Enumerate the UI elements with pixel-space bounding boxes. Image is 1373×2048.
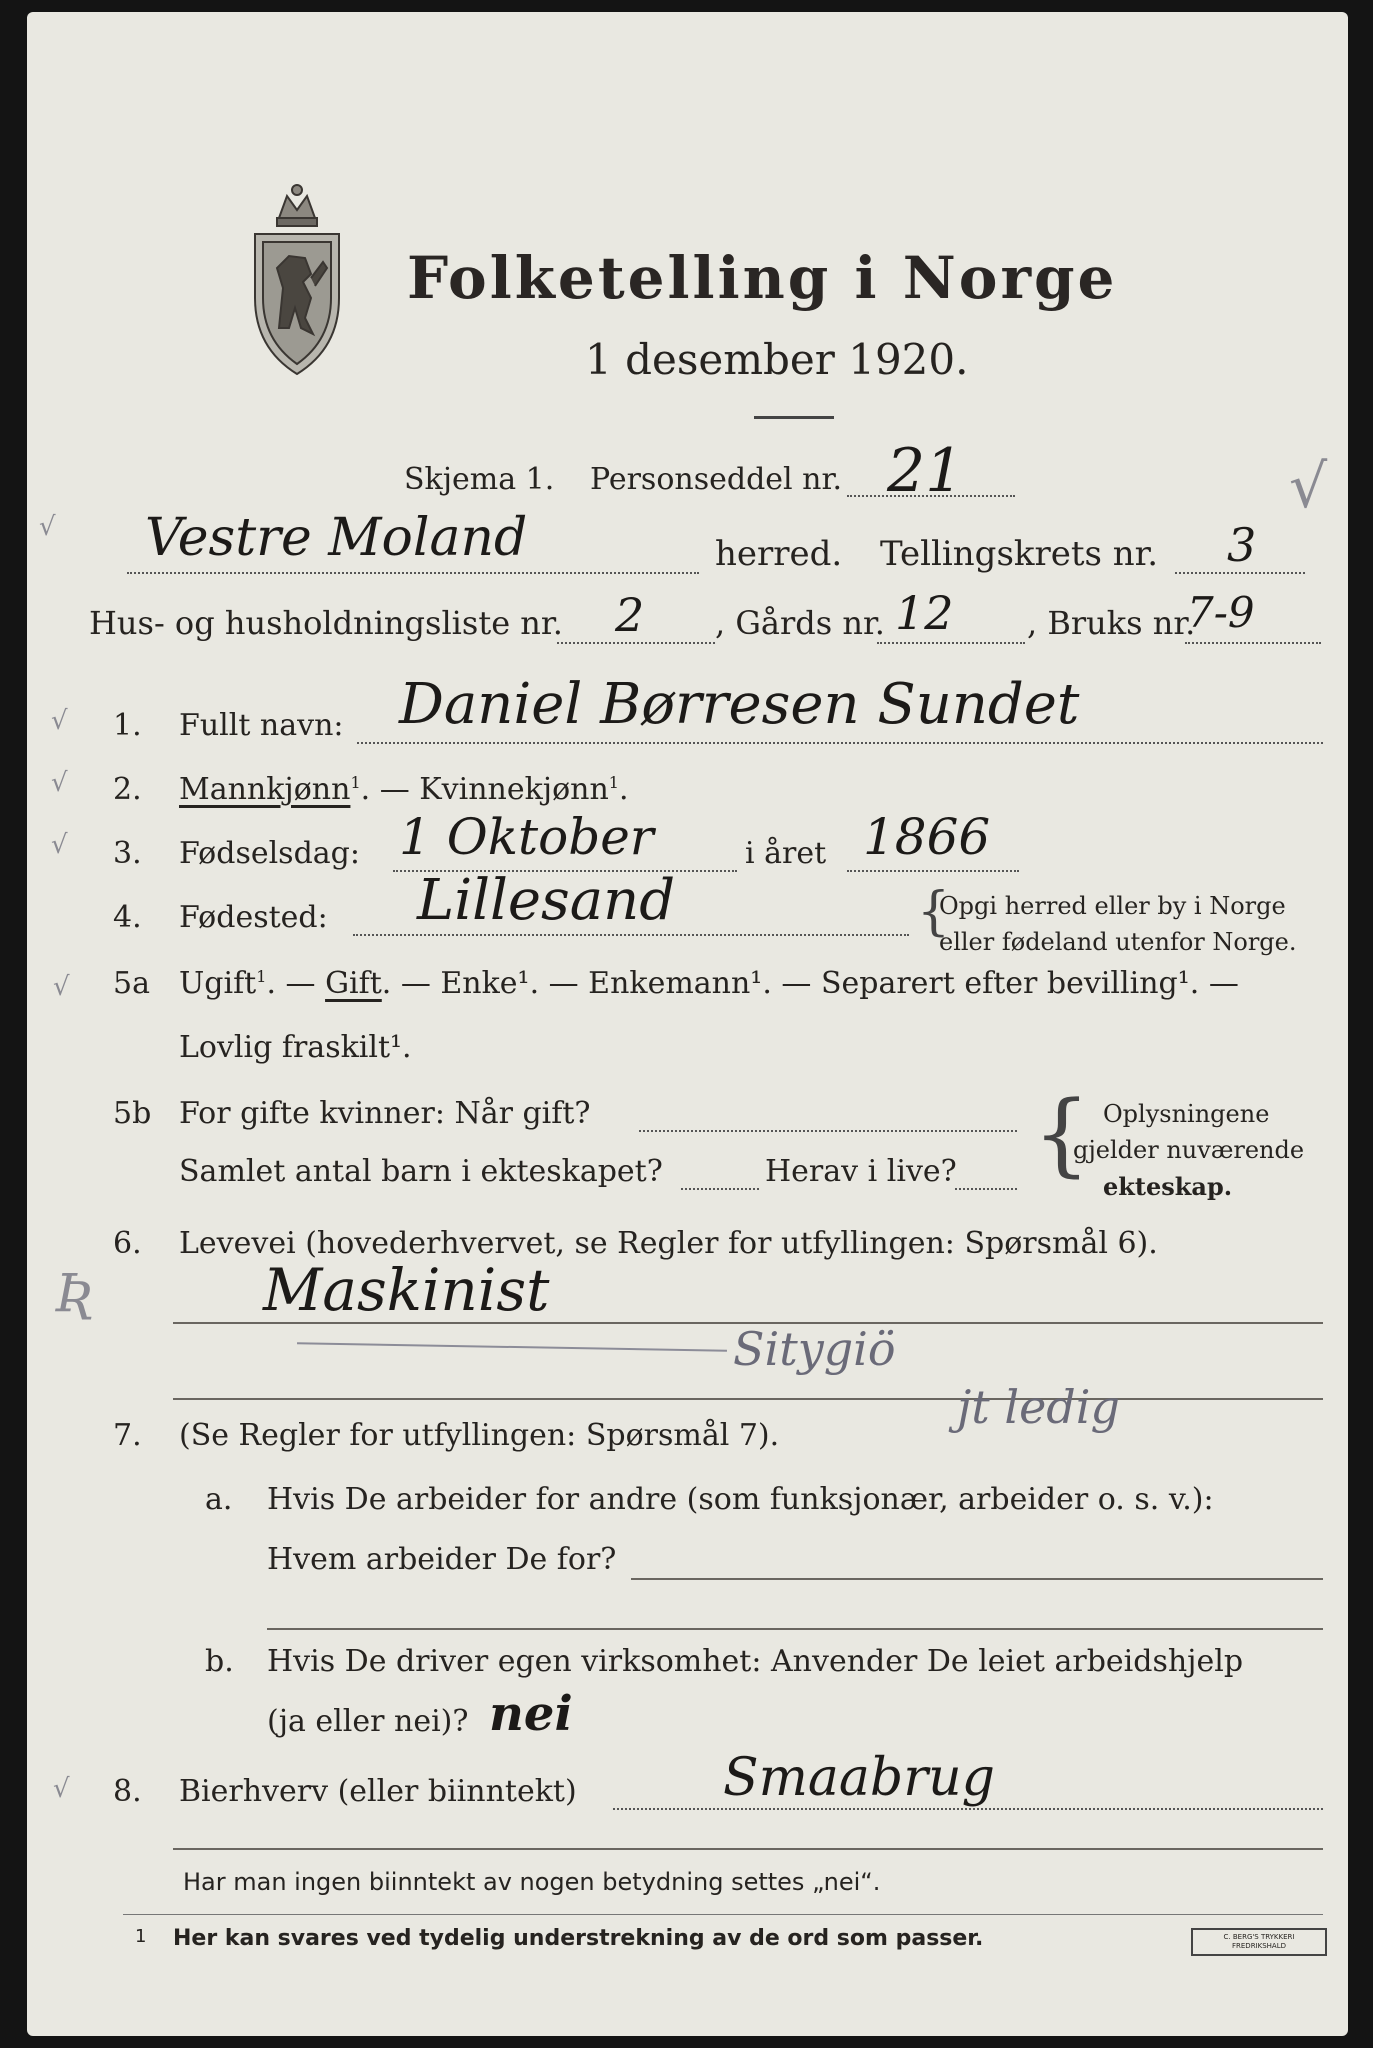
q7a-field-line-1: [631, 1578, 1323, 1580]
bruks-field-line: [1185, 642, 1321, 644]
pencil-mark-icon: Ʀ: [55, 1264, 95, 1324]
q5a-sep: . —: [266, 966, 316, 1001]
q6-strike-line: [297, 1342, 727, 1352]
q7b-label2: (ja eller nei)?: [267, 1704, 469, 1739]
q5a-ugift-label: Ugift: [179, 966, 257, 1001]
check-mark-icon: √: [51, 706, 68, 736]
skjema-label: Skjema 1.: [404, 462, 555, 497]
q5b-label2: Samlet antal barn i ekteskapet?: [179, 1154, 663, 1189]
footnote-text: Her kan svares ved tydelig understrekning av de ord som passer.: [173, 1926, 984, 1951]
q5a-rest-label: . — Enke¹. — Enkemann¹. — Separert efter bevilling¹. —: [381, 966, 1239, 1001]
hus-label: Hus- og husholdningsliste nr.: [89, 604, 563, 642]
check-mark-icon: √: [1289, 452, 1328, 522]
q5b-field-line-1: [639, 1130, 1017, 1132]
q3-label: Fødselsdag:: [179, 836, 360, 871]
gards-value: 12: [895, 586, 954, 640]
census-form: [27, 12, 1348, 2036]
q3-number: 3.: [113, 836, 142, 871]
footnote-divider: [123, 1914, 1323, 1915]
q2-male-label: Mannkjønn: [179, 772, 351, 807]
tellingskrets-value: 3: [1227, 518, 1257, 572]
q6-pencil-note-2: jt ledig: [957, 1380, 1120, 1434]
q5b-field-line-3: [955, 1188, 1017, 1190]
q8-number: 8.: [113, 1774, 142, 1809]
q7-label: (Se Regler for utfyllingen: Spørsmål 7).: [179, 1418, 780, 1453]
q7a-label: Hvis De arbeider for andre (som funksjonær, arbeider o. s. v.):: [267, 1482, 1214, 1517]
q6-field-line-2: [173, 1398, 1323, 1400]
q7a-label2: Hvem arbeider De for?: [267, 1542, 617, 1577]
q8-value: Smaabrug: [723, 1748, 995, 1808]
q5b-label: For gifte kvinner: Når gift?: [179, 1096, 591, 1131]
check-mark-icon: √: [51, 768, 68, 798]
q3-year-value: 1866: [863, 808, 991, 866]
gards-label: , Gårds nr.: [715, 604, 885, 642]
q5b-note-brace: {: [1033, 1082, 1091, 1187]
check-mark-icon: √: [53, 972, 70, 1002]
check-mark-icon: √: [53, 1774, 70, 1804]
q4-note-brace: {: [917, 882, 951, 942]
q7-number: 7.: [113, 1418, 142, 1453]
herred-label: herred.: [715, 534, 843, 574]
q2-male: Mannkjønn$^1$. — Kvinnekjønn$^1$.: [179, 772, 629, 807]
form-title: Folketelling i Norge: [407, 244, 1118, 312]
herred-field-line: [127, 572, 699, 574]
q7a-letter: a.: [205, 1482, 233, 1517]
q6-value: Maskinist: [263, 1256, 550, 1324]
check-mark-icon: √: [51, 830, 68, 860]
q5b-label3: Herav i live?: [765, 1154, 957, 1189]
title-divider: [754, 416, 834, 419]
q8-field-line: [613, 1808, 1323, 1810]
q7b-letter: b.: [205, 1644, 234, 1679]
q6-number: 6.: [113, 1226, 142, 1261]
q5b-note-line2: gjelder nuværende: [1073, 1136, 1305, 1164]
q5a-gift-label: Gift: [325, 966, 382, 1001]
q4-note-line1: Opgi herred eller by i Norge: [939, 892, 1286, 920]
q4-value: Lillesand: [417, 868, 676, 933]
q5a-number: 5a: [113, 966, 150, 1001]
note-text: Har man ingen biinntekt av nogen betydning settes „nei“.: [183, 1868, 881, 1896]
q2-end: .: [618, 772, 629, 807]
q6-label: Levevei (hovederhvervet, se Regler for utfyllingen: Spørsmål 6).: [179, 1226, 1158, 1261]
q4-note-line2: eller fødeland utenfor Norge.: [939, 928, 1297, 956]
q4-label: Fødested:: [179, 900, 328, 935]
q5b-note-line3: ekteskap.: [1103, 1172, 1233, 1201]
bruks-value: 7-9: [1187, 588, 1255, 637]
norwegian-coat-of-arms-icon: [249, 178, 345, 378]
herred-value: Vestre Moland: [145, 508, 528, 568]
tellingskrets-field-line: [1175, 572, 1305, 574]
tellingskrets-label: Tellingskrets nr.: [880, 534, 1159, 574]
check-mark-icon: √: [39, 512, 56, 542]
q6-pencil-note-1: Sitygiö: [733, 1322, 896, 1376]
q8-bottom-line: [173, 1848, 1323, 1850]
q3-value: 1 Oktober: [399, 808, 654, 866]
q5b-note-line1: Oplysningene: [1103, 1100, 1270, 1128]
q2-female-label: . — Kvinnekjønn: [360, 772, 609, 807]
q1-label: Fullt navn:: [179, 708, 344, 743]
q4-number: 4.: [113, 900, 142, 935]
q3-year-label: i året: [745, 836, 827, 871]
printer-stamp: C. BERG'S TRYKKERI FREDRIKSHALD: [1191, 1928, 1327, 1956]
q5b-number: 5b: [113, 1096, 152, 1131]
q5a-line2: Lovlig fraskilt¹.: [179, 1030, 412, 1065]
q3-year-field-line: [847, 870, 1019, 872]
q4-field-line: [353, 934, 909, 936]
personseddel-label: Personseddel nr.: [590, 462, 843, 497]
q1-field-line: [357, 742, 1323, 744]
q5a-options: Ugift$^1$. — Gift. — Enke¹. — Enkemann¹. — Separert efter bevilling¹. —: [179, 966, 1239, 1001]
hus-value: 2: [615, 588, 645, 642]
q7a-field-line-2: [267, 1628, 1323, 1630]
q1-value: Daniel Børresen Sundet: [399, 672, 1080, 737]
q7b-label: Hvis De driver egen virksomhet: Anvender De leiet arbeidshjelp: [267, 1644, 1244, 1679]
personseddel-value: 21: [887, 436, 964, 506]
footnote-mark: 1: [135, 1926, 147, 1947]
q5b-field-line-2: [681, 1188, 759, 1190]
census-date: 1 desember 1920.: [585, 335, 969, 384]
gards-field-line: [877, 642, 1025, 644]
q7b-value: nei: [489, 1686, 573, 1742]
q8-label: Bierhverv (eller biinntekt): [179, 1774, 577, 1809]
q2-number: 2.: [113, 772, 142, 807]
bruks-label: , Bruks nr.: [1027, 604, 1196, 642]
hus-field-line: [557, 642, 715, 644]
q1-number: 1.: [113, 708, 142, 743]
